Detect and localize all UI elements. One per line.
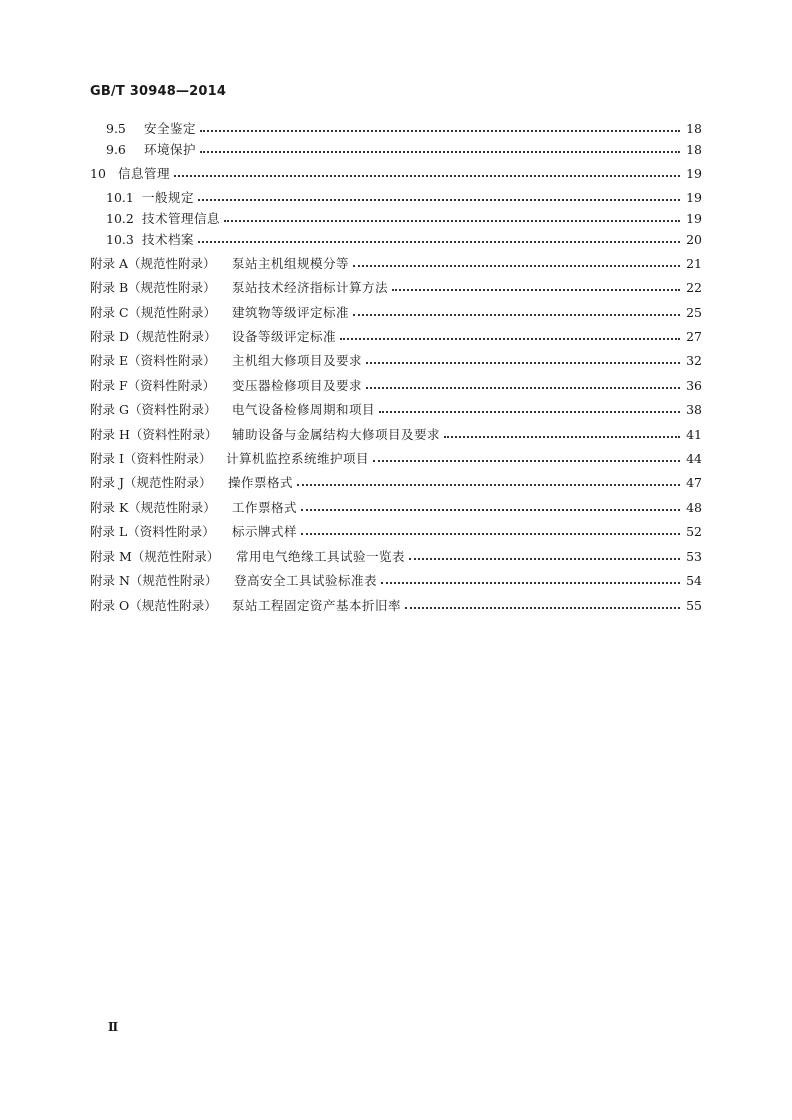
toc-leader-dots bbox=[409, 557, 680, 560]
toc-entry-appendix-b[interactable] bbox=[90, 278, 702, 296]
toc-entry-number: 附录 C（规范性附录） bbox=[90, 305, 217, 320]
toc-entry-number: 附录 F（资料性附录） bbox=[90, 378, 216, 393]
toc-entry-appendix-h[interactable] bbox=[90, 425, 702, 443]
toc-entry-page: 25 bbox=[686, 304, 702, 320]
toc-entry-10-3[interactable] bbox=[106, 230, 702, 248]
toc-entry-page: 48 bbox=[686, 499, 702, 515]
toc-entry-number: 10.1 bbox=[106, 189, 134, 205]
toc-leader-dots bbox=[297, 483, 680, 486]
toc-entry-10-1[interactable] bbox=[106, 188, 702, 206]
toc-entry-page: 21 bbox=[686, 255, 702, 271]
toc-entry-title: 标示牌式样 bbox=[232, 524, 298, 539]
toc-entry-page: 22 bbox=[686, 279, 702, 295]
toc-leader-dots bbox=[392, 288, 680, 291]
toc-entry-appendix-l[interactable] bbox=[90, 522, 702, 540]
toc-entry-page: 38 bbox=[686, 401, 702, 417]
toc-leader-dots bbox=[405, 606, 680, 609]
toc-entry-number: 10 bbox=[90, 165, 106, 181]
toc-leader-dots bbox=[353, 264, 680, 267]
toc-leader-dots bbox=[340, 337, 680, 340]
toc-entry-9-5[interactable] bbox=[106, 119, 702, 137]
toc-entry-title: 设备等级评定标准 bbox=[232, 329, 337, 344]
toc-entry-page: 36 bbox=[686, 377, 702, 393]
document-header: GB/T 30948—2014 bbox=[90, 84, 227, 99]
toc-entry-page: 32 bbox=[686, 352, 702, 368]
toc-entry-page: 47 bbox=[686, 474, 702, 490]
toc-leader-dots bbox=[379, 410, 680, 413]
toc-entry-page: 18 bbox=[686, 141, 702, 157]
toc-entry-number: 10.3 bbox=[106, 231, 134, 247]
toc-entry-page: 52 bbox=[686, 523, 702, 539]
toc-entry-appendix-k[interactable] bbox=[90, 498, 702, 516]
toc-entry-10-2[interactable] bbox=[106, 209, 702, 227]
toc-entry-title: 辅助设备与金属结构大修项目及要求 bbox=[232, 427, 441, 442]
toc-leader-dots bbox=[200, 129, 680, 132]
toc-entry-page: 53 bbox=[686, 548, 702, 564]
toc-entry-page: 41 bbox=[686, 426, 702, 442]
toc-entry-page: 54 bbox=[686, 572, 702, 588]
toc-entry-title: 计算机监控系统维护项目 bbox=[226, 451, 370, 466]
toc-entry-page: 18 bbox=[686, 120, 702, 136]
toc-entry-appendix-c[interactable] bbox=[90, 303, 702, 321]
toc-entry-title: 登高安全工具试验标准表 bbox=[234, 573, 378, 588]
toc-entry-title: 主机组大修项目及要求 bbox=[232, 353, 363, 368]
toc-entry-number: 附录 G（资料性附录） bbox=[90, 402, 217, 417]
toc-entry-title: 工作票格式 bbox=[232, 500, 298, 515]
toc-entry-number: 附录 J（规范性附录） bbox=[90, 475, 212, 490]
toc-entry-appendix-i[interactable] bbox=[90, 449, 702, 467]
toc-entry-number: 9.6 bbox=[106, 141, 126, 157]
toc-leader-dots bbox=[366, 386, 680, 389]
toc-entry-appendix-m[interactable] bbox=[90, 547, 702, 565]
toc-entry-title: 一般规定 bbox=[142, 190, 195, 205]
toc-leader-dots bbox=[381, 581, 680, 584]
toc-leader-dots bbox=[366, 361, 680, 364]
toc-entry-title: 技术档案 bbox=[142, 232, 195, 247]
toc-entry-title: 环境保护 bbox=[144, 142, 197, 157]
toc-entry-title: 信息管理 bbox=[118, 166, 171, 181]
toc-entry-number: 附录 L（资料性附录） bbox=[90, 524, 215, 539]
toc-entry-page: 19 bbox=[686, 165, 702, 181]
toc-leader-dots bbox=[200, 150, 680, 153]
toc-entry-page: 27 bbox=[686, 328, 702, 344]
toc-entry-number: 附录 N（规范性附录） bbox=[90, 573, 218, 588]
toc-entry-page: 44 bbox=[686, 450, 702, 466]
toc-entry-number: 10.2 bbox=[106, 210, 134, 226]
toc-entry-title: 泵站技术经济指标计算方法 bbox=[232, 280, 389, 295]
toc-entry-page: 55 bbox=[686, 597, 702, 613]
toc-entry-appendix-a[interactable] bbox=[90, 254, 702, 272]
toc-entry-number: 附录 H（资料性附录） bbox=[90, 427, 218, 442]
toc-entry-appendix-e[interactable] bbox=[90, 351, 702, 369]
toc-entry-number: 附录 B（规范性附录） bbox=[90, 280, 216, 295]
toc-leader-dots bbox=[301, 508, 680, 511]
toc-entry-page: 19 bbox=[686, 210, 702, 226]
toc-entry-appendix-d[interactable] bbox=[90, 327, 702, 345]
toc-leader-dots bbox=[224, 219, 680, 222]
toc-entry-appendix-g[interactable] bbox=[90, 400, 702, 418]
toc-entry-appendix-o[interactable] bbox=[90, 596, 702, 614]
toc-leader-dots bbox=[198, 198, 680, 201]
toc-entry-title: 常用电气绝缘工具试验一览表 bbox=[236, 549, 406, 564]
toc-entry-number: 附录 K（规范性附录） bbox=[90, 500, 216, 515]
toc-entry-page: 20 bbox=[686, 231, 702, 247]
toc-entry-10[interactable] bbox=[90, 164, 702, 182]
toc-entry-page: 19 bbox=[686, 189, 702, 205]
toc-leader-dots bbox=[373, 459, 680, 462]
toc-leader-dots bbox=[301, 532, 680, 535]
page-number: Ⅱ bbox=[108, 1020, 119, 1034]
toc-entry-title: 电气设备检修周期和项目 bbox=[232, 402, 376, 417]
toc-entry-appendix-f[interactable] bbox=[90, 376, 702, 394]
toc-entry-number: 附录 O（规范性附录） bbox=[90, 598, 217, 613]
toc-entry-number: 附录 M（规范性附录） bbox=[90, 549, 220, 564]
toc-leader-dots bbox=[198, 240, 680, 243]
toc-entry-appendix-j[interactable] bbox=[90, 473, 702, 491]
toc-entry-number: 9.5 bbox=[106, 120, 126, 136]
toc-leader-dots bbox=[174, 174, 680, 177]
toc-entry-title: 建筑物等级评定标准 bbox=[232, 305, 350, 320]
toc-entry-title: 泵站主机组规模分等 bbox=[232, 256, 350, 271]
toc-entry-number: 附录 D（规范性附录） bbox=[90, 329, 217, 344]
toc-entry-title: 操作票格式 bbox=[228, 475, 294, 490]
toc-entry-number: 附录 E（资料性附录） bbox=[90, 353, 216, 368]
toc-entry-title: 变压器检修项目及要求 bbox=[232, 378, 363, 393]
toc-entry-appendix-n[interactable] bbox=[90, 571, 702, 589]
toc-entry-9-6[interactable] bbox=[106, 140, 702, 158]
toc-entry-title: 技术管理信息 bbox=[142, 211, 221, 226]
toc-entry-title: 泵站工程固定资产基本折旧率 bbox=[232, 598, 402, 613]
toc-leader-dots bbox=[444, 435, 680, 438]
toc-entry-number: 附录 A（规范性附录） bbox=[90, 256, 216, 271]
toc-leader-dots bbox=[353, 313, 680, 316]
toc-entry-number: 附录 I（资料性附录） bbox=[90, 451, 212, 466]
toc-entry-title: 安全鉴定 bbox=[144, 121, 197, 136]
